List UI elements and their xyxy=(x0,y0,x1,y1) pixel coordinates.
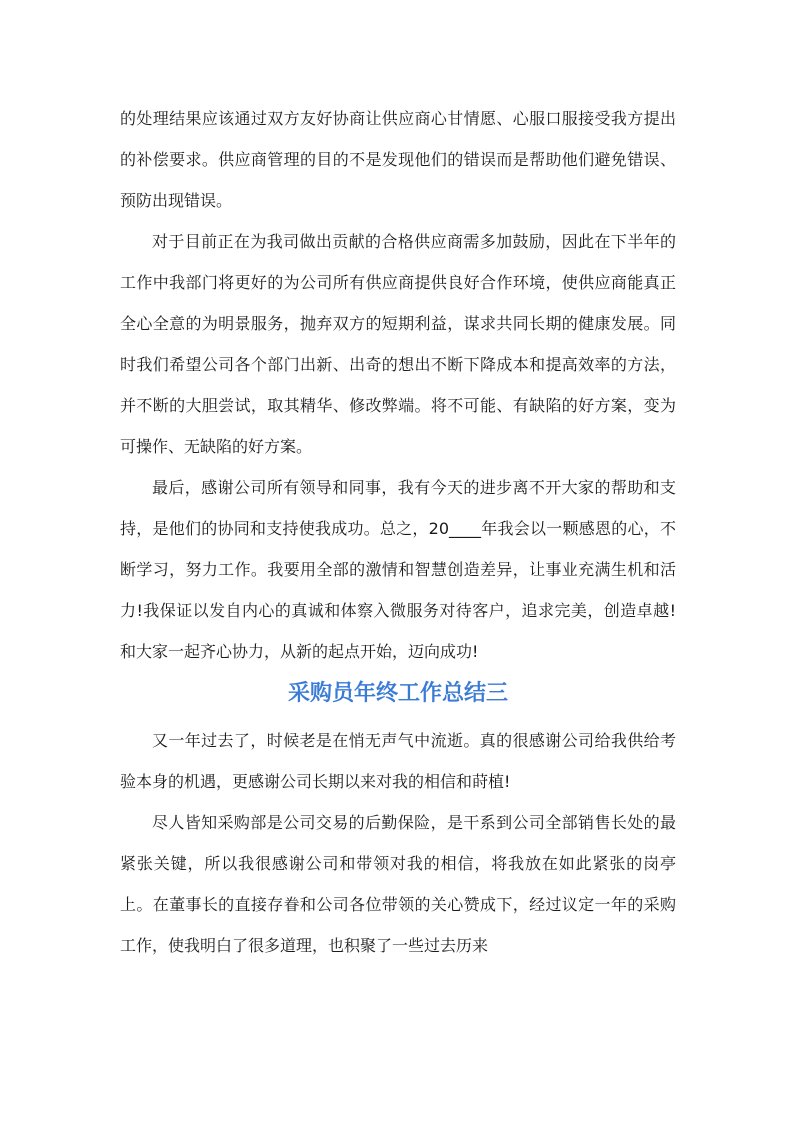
paragraph-5: 尽人皆知采购部是公司交易的后勤保险，是干系到公司全部销售长处的最紧张关键，所以我很感谢公司和带领对我的相信，将我放在如此紧张的岗亭上。在董事长的直接存眷和公司各位带领的关心赞成下，经过议定一年的采购工作，使我明白了很多道理，也积聚了一些过去历来 xyxy=(120,813,676,955)
paragraph-3: 最后，感谢公司所有领导和同事，我有今天的进步离不开大家的帮助和支持，是他们的协同和支持使我成功。总之，20____年我会以一颗感恩的心，不断学习，努力工作。我要用全部的激情和智慧创造差异，让事业充满生机和活力!我保证以发自内心的真诚和体察入微服务对待客户，追求完美，创造卓越!和大家一起齐心协力，从新的起点开始，迈向成功! xyxy=(120,478,676,661)
paragraph-2: 对于目前正在为我司做出贡献的合格供应商需多加鼓励，因此在下半年的工作中我部门将更好的为公司所有供应商提供良好合作环境，使供应商能真正全心全意的为明景服务，抛弃双方的短期利益，谋求共同长期的健康发展。同时我们希望公司各个部门出新、出奇的想出不断下降成本和提高效率的方法，并不断的大胆尝试，取其精华、修改弊端。将不可能、有缺陷的好方案，变为可操作、无缺陷的好方案。 xyxy=(120,232,676,456)
document-body xyxy=(120,98,676,966)
paragraph-1: 的处理结果应该通过双方友好协商让供应商心甘情愿、心服口服接受我方提出的补偿要求。供应商管理的目的不是发现他们的错误而是帮助他们避免错误、预防出现错误。 xyxy=(120,109,676,210)
section-heading: 采购员年终工作总结三 xyxy=(287,681,508,706)
paragraph-4: 又一年过去了，时候老是在悄无声气中流逝。真的很感谢公司给我供给考验本身的机遇，更感谢公司长期以来对我的相信和莳植! xyxy=(120,731,676,791)
